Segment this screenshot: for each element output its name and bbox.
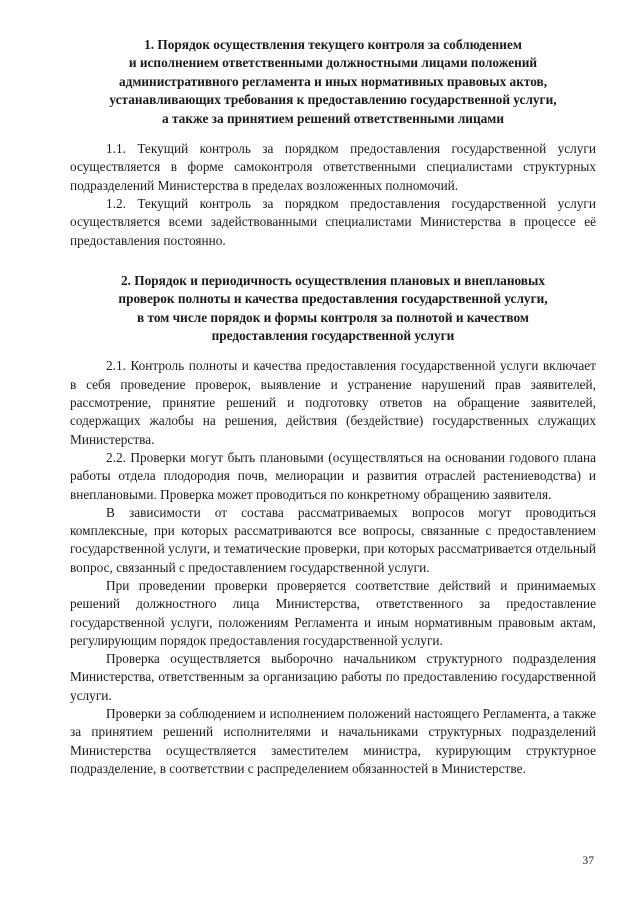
heading-line: 1. Порядок осуществления текущего контроля за соблюдением	[144, 37, 522, 52]
heading-line: а также за принятием решений ответственными лицами	[162, 110, 504, 126]
heading-line: устанавливающих требования к предоставлению государственной услуги,	[109, 92, 557, 108]
heading-line: предоставления государственной услуги	[211, 328, 455, 344]
heading-line: в том числе порядок и формы контроля за полнотой и качеством	[137, 309, 529, 325]
paragraph-2-5: Проверка осуществляется выборочно начальником структурного подразделения Министерства, ответственным за организацию работы по предоставлению государственной услуги.	[70, 651, 596, 703]
paragraph-1-1: 1.1. Текущий контроль за порядком предоставления государственной услуги осуществляется в форме самоконтроля ответственными специалистами структурных подразделений Министерства в пределах возложенных полномочий.	[70, 141, 596, 193]
paragraph-2-4: При проведении проверки проверяется соответствие действий и принимаемых решений должностного лица Министерства, ответственного за предоставление государственной услуги, положениям Регламента и иным нормативным правовым актам, регулирующим порядок предоставления государственной услуги.	[70, 578, 596, 648]
section-1-body	[70, 140, 596, 250]
heading-line: 2. Порядок и периодичность осуществления плановых и внеплановых	[120, 272, 546, 288]
heading-line: и исполнением ответственными должностными лицами положений	[128, 55, 538, 71]
heading-line: административного регламента и иных нормативных правовых актов,	[118, 73, 548, 89]
section-2-body	[70, 357, 596, 778]
section-1-heading	[70, 36, 596, 128]
document-page	[70, 36, 596, 778]
paragraph-2-3: В зависимости от состава рассматриваемых вопросов могут проводиться комплексные, при которых рассматриваются все вопросы, связанные с предоставлением государственной услуги, и тематические проверки, при которых рассматривается отдельный вопрос, связанный с предоставлением государственной услуги.	[70, 504, 596, 575]
paragraph-2-2: 2.2. Проверки могут быть плановыми (осуществляться на основании годового плана работы отдела плодородия почв, мелиорации и развития отраслей растениеводства) и внеплановыми. Проверка может проводиться по конкретному обращению заявителя.	[70, 449, 596, 502]
paragraph-2-6: Проверки за соблюдением и исполнением положений настоящего Регламента, а также за принятием решений исполнителями и начальниками структурных подразделений Министерства осуществляется заместителем министра, курирующим структурное подразделение, в соответствии с распределением обязанностей в Министерстве.	[70, 706, 596, 776]
heading-line: проверок полноты и качества предоставления государственной услуги,	[118, 291, 548, 307]
section-2-heading	[70, 272, 596, 346]
page-number: 37	[582, 855, 594, 867]
paragraph-2-1: 2.1. Контроль полноты и качества предоставления государственной услуги включает в себя проведение проверок, выявление и устранение нарушений прав заявителей, рассмотрение, принятие решений и подготовку ответов на обращение заявителей, содержащих жалобы на решения, действия (бездействие) государственных служащих Министерства.	[70, 358, 596, 447]
paragraph-1-2: 1.2. Текущий контроль за порядком предоставления государственной услуги осуществляется всеми задействованными специалистами Министерства в процессе её предоставления постоянно.	[70, 195, 596, 248]
